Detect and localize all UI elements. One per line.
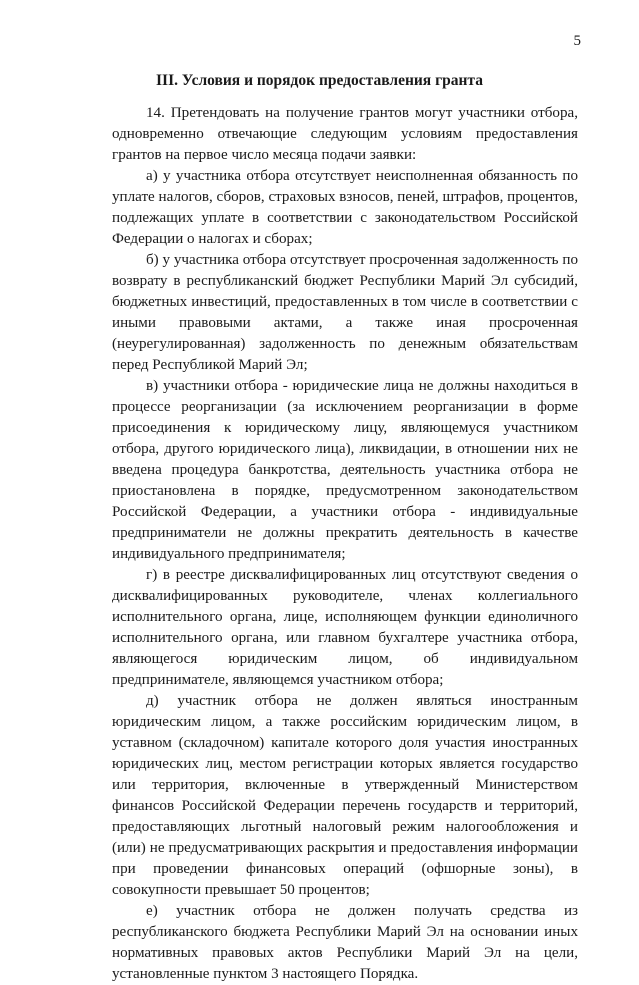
section-title: III. Условия и порядок предоставления гранта [156,72,483,89]
paragraph-14-intro: 14. Претендовать на получение грантов могут участники отбора, одновременно отвечающие следующим условиям предоставления грантов на первое число месяца подачи заявки: [112,105,578,163]
paragraph-b: б) у участника отбора отсутствует просроченная задолженность по возврату в республиканский бюджет Республики Марий Эл субсидий, бюджетных инвестиций, предоставленных в том числе в соответствии с иными правовыми актами, а также иная просроченная (неурегулированная) задолженность по денежным обязательствам перед Республикой Марий Эл; [112,252,578,373]
paragraph-d: д) участник отбора не должен являться иностранным юридическим лицом, а также российским юридическим лицом, в уставном (складочном) капитале которого доля участия иностранных юридических лиц, местом регистрации которых является государство или территория, включенные в утвержденный Министерством финансов Российской Федерации перечень государств и территорий, предоставляющих льготный налоговый режим налогообложения и (или) не предусматривающих раскрытия и предоставления информации при проведении финансовых операций (офшорные зоны), в совокупности превышает 50 процентов; [112,693,578,898]
paragraph-e: е) участник отбора не должен получать средства из республиканского бюджета Республики Марий Эл на основании иных нормативных правовых актов Республики Марий Эл на цели, установленные пунктом 3 настоящего Порядка. [112,903,578,982]
document-body [112,103,578,985]
paragraph-g: г) в реестре дисквалифицированных лиц отсутствуют сведения о дисквалифицированных руководителе, членах коллегиального исполнительного органа, лице, исполняющем функции единоличного исполнительного органа, или главном бухгалтере участника отбора, являющегося юридическим лицом, об индивидуальном предпринимателе, являющемся участником отбора; [112,567,578,688]
paragraph-a: а) у участника отбора отсутствует неисполненная обязанность по уплате налогов, сборов, страховых взносов, пеней, штрафов, процентов, подлежащих уплате в соответствии с законодательством Российской Федерации о налогах и сборах; [112,168,578,247]
page-number: 5 [573,33,581,49]
paragraph-v: в) участники отбора - юридические лица не должны находиться в процессе реорганизации (за исключением реорганизации в форме присоединения к юридическому лицу, являющемуся участником отбора, другого юридического лица), ликвидации, в отношении них не введена процедура банкротства, деятельность участника отбора не приостановлена в порядке, предусмотренном законодательством Российской Федерации, а участники отбора - индивидуальные предприниматели не должны прекратить деятельность в качестве индивидуального предпринимателя; [112,378,578,562]
